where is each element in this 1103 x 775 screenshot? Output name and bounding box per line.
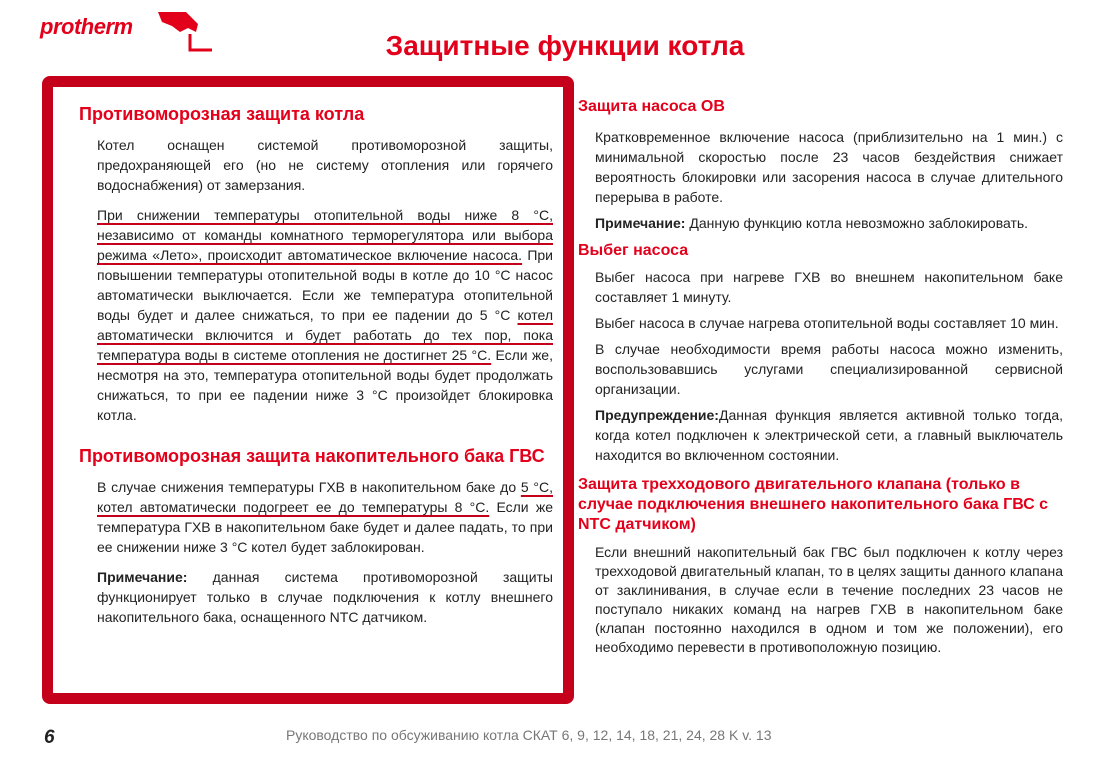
warning-label: Предупреждение: xyxy=(595,407,719,423)
section-heading: Защита насоса ОВ xyxy=(578,98,725,115)
logo-text: protherm xyxy=(40,14,133,39)
note-text: Данную функцию котла невозможно заблокировать. xyxy=(685,215,1029,231)
section-heading: Защита трехходового двигательного клапана (только в случае подключения внешнего накопительного бака ГВС с NTC датчиком) xyxy=(578,476,1049,533)
paragraph xyxy=(79,477,553,557)
text: При повышении температуры отопительной воды в котле до 10 °C насос автоматически выключается. Если же температура отопительной воды будет и далее снижаться, то при ее падении до 5 °C xyxy=(97,247,554,323)
warning xyxy=(578,405,1063,465)
protherm-logo xyxy=(40,10,215,54)
section-heading: Противоморозная защита накопительного бака ГВС xyxy=(79,446,545,466)
paragraph: Котел оснащен системой противоморозной защиты, предохраняющей его (но не систему отопления или горячего водоснабжения) от замерзания. xyxy=(97,137,553,193)
frost-protection-panel xyxy=(42,76,574,704)
underlined-text: 5 °C, котел автоматически подогреет ее до температуры 8 °C. xyxy=(97,479,553,515)
note-label: Примечание: xyxy=(595,215,686,231)
paragraph xyxy=(79,205,553,425)
note xyxy=(578,213,1063,233)
text: Если же температура ГХВ в накопительном баке будет и далее падать, то при ее снижении ниже 3 °C котел будет заблокирован. xyxy=(97,499,553,555)
underlined-text: котел автоматически включится и будет работать до тех пор, пока температура воды в системе отопления не достигнет 25 °C. xyxy=(97,307,553,363)
note-text: данная система противоморозной защиты функционирует только в случае подключения к котлу внешнего накопительного бака, оснащенного NTC датчиком. xyxy=(97,569,553,625)
paragraph: Выбег насоса при нагреве ГХВ во внешнем накопительном баке составляет 1 минуту. xyxy=(595,269,1063,305)
footer-text: Руководство по обсуживанию котла СКАТ 6, 9, 12, 14, 18, 21, 24, 28 K v. 13 xyxy=(286,727,772,743)
paragraph: Выбег насоса в случае нагрева отопительной воды составляет 10 мин. xyxy=(595,315,1059,331)
note xyxy=(79,567,553,627)
paragraph: Если внешний накопительный бак ГВС был подключен к котлу через трехходовой двигательный клапан, то в целях защиты данного клапана от заклинивания, в случае если в течение последних 23 часов не поступало никаких команд на нагрев ГХВ в накопительном баке (клапан постоянно находился в одном и том же положении), его необходимо перевести в противоположную позицию. xyxy=(595,544,1063,655)
section-heading: Противоморозная защита котла xyxy=(79,104,365,124)
paragraph: Кратковременное включение насоса (приблизительно на 1 мин.) с минимальной скоростью после 23 часов бездействия снижает вероятность блокировки или засорения насоса в случае длительного перерыва в работе. xyxy=(595,129,1063,205)
warning-text: Данная функция является активной только тогда, когда котел подключен к электрической сети, а главный выключатель находится во включенном состоянии. xyxy=(595,407,1063,463)
page-title: Защитные функции котла xyxy=(385,30,745,61)
logo-mark-icon xyxy=(40,10,215,54)
right-column xyxy=(578,97,1063,657)
underlined-text: При снижении температуры отопительной воды ниже 8 °C, независимо от команды комнатного терморегулятора или выбора режима «Лето», происходит автоматическое включение насоса. xyxy=(97,207,553,263)
text: Если же, несмотря на это, температура отопительной воды будет продолжать снижаться, то при ее падении ниже 3 °C произойдет блокировка котла. xyxy=(97,347,553,423)
paragraph: В случае необходимости время работы насоса можно изменить, воспользовавшись услугами специализированной сервисной организации. xyxy=(595,341,1063,397)
section-heading: Выбег насоса xyxy=(578,242,689,259)
page-number: 6 xyxy=(44,727,55,748)
text: В случае снижения температуры ГХВ в накопительном баке до xyxy=(97,479,521,495)
note-label: Примечание: xyxy=(97,569,188,585)
